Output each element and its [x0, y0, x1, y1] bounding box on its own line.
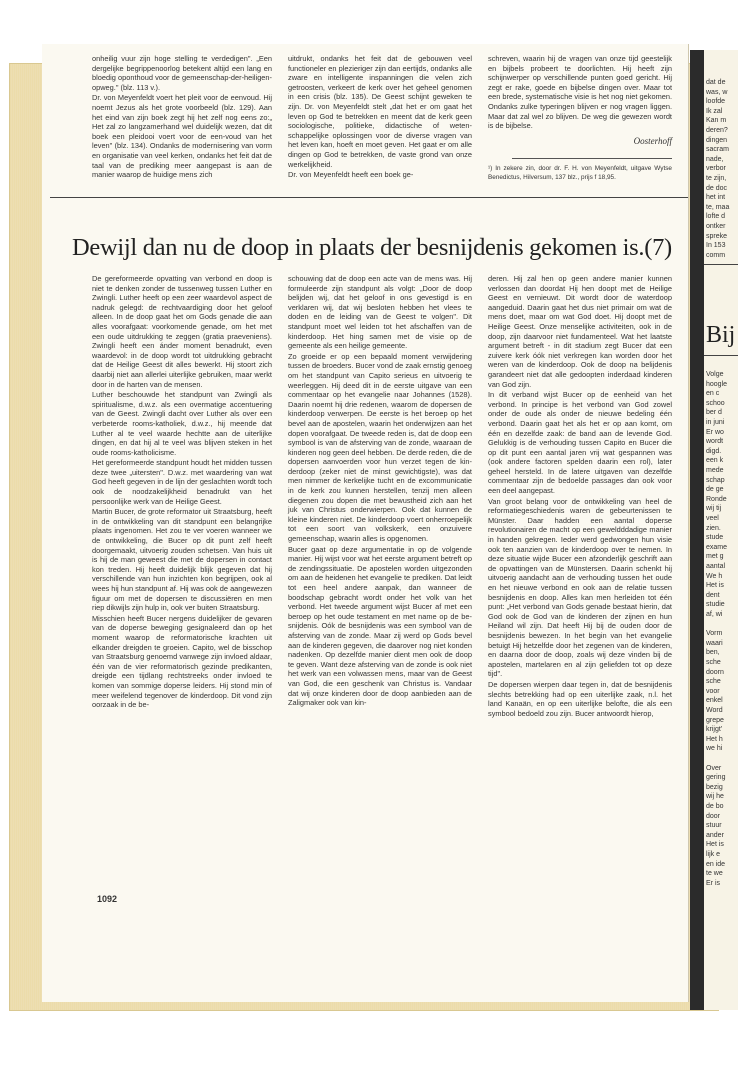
next-page-line: grepe: [706, 716, 724, 724]
paragraph: deren. Hij zal hen op geen andere manier kunnen verlossen dan doordat Hij hen doopt met de Heilige Geest en vernieuwt. Dit wordt door de waterdoop aangeduid. Daarin gaat het dus niet primair om wat de mens doet, maar om wat God doet. Hij doopt met de Heilige Geest. Onze menselijke activiteiten, ook in de doop, zijn daarvoor niet fundamenteel. Wat het laatste argument betreft - in dit stadium zegt Bucer dat een zuivere kerk óók niet verkregen kan worden door het weren van de kinderdoop. Ook de doop na belijdenis garandeert niet dat alle gedoopten inderdaad kinderen van God zijn.: [488, 274, 672, 389]
next-page-line: bezig: [706, 783, 723, 791]
next-page-line: ber d: [706, 409, 722, 417]
next-page-line: en c: [706, 390, 720, 398]
next-page-line: dingen: [706, 136, 728, 144]
paragraph: De dopersen wierpen daar tegen in, dat de besnijdenis slechts betrekking had op een uiterlijke zaak, n.l. het land Kanaän, en op een uiterlijke belofte, die als een symbool bedoeld zou zijn. Bucer antwoordt hierop,: [488, 679, 672, 718]
next-page-line: We h: [706, 572, 723, 580]
next-page-line: ander: [706, 831, 724, 839]
body-column-3: [488, 274, 672, 719]
next-page-line: zien.: [706, 524, 721, 532]
next-page-line: wordt: [706, 438, 724, 446]
next-page-line: Volge: [706, 371, 724, 378]
next-page-line: comm: [706, 251, 726, 259]
next-page-line: verbor: [706, 165, 726, 173]
page-gap-shadow: [690, 50, 704, 1010]
footnote: ¹) In zekere zin, door dr. F. H. von Meyenfeldt, uitgave Wytse Benedictus, Hilversum, 137 blz., prijs f 18,95.: [488, 165, 672, 181]
next-page-line: het int: [706, 194, 726, 202]
paragraph: onheilig vuur zijn hoge stelling te verdedigen". „Een dergelijke begrippenoorlog betekent altijd een lang en bloedig oponthoud voor de gemeenschap-der-heiligen-opweg." (blz. 113 v.).: [92, 54, 272, 92]
next-page-line: loofde: [706, 98, 726, 106]
next-page-line: Ronde: [706, 495, 727, 503]
next-page-rule: [704, 264, 738, 265]
paragraph: Zo groeide er op een bepaald moment verwijdering tussen de broeders. Bucer vond de zaak ernstig genoeg om het standpunt van Capito serieus en uitvoerig te weerleggen. Hij deed dit in de eerste uitgave van een commentaar op het evangelie naar Johannes (1528). Daarin noemt hij drie redenen, waarom de dopersen de kinderdoop verwerpen. De eerste is het beroep op het bevel aan de apostelen, waarin het onderwijzen aan het dopen voorafgaat. De tweede reden is, dat de doop een symbool is van de afsterving van de zonde, waaraan de kinderen nog geen deel hebben. De derde reden, die de dopersen aanvoerden voor hun verzet tegen de kinderdoop (zeker niet de minst gewichtigste), was dat men nimmer de kerkelijke tucht en de excommunicatie in de kerk zou kunnen herstellen, tenzij men alleen diegenen zou dopen die met bewustheid zich aan het juk van Christus onderwierpen. Ook dat kunnen de kleine kinderen niet. De kinderdoop voert onherroepelijk tot een soort van volkskerk, een onzuivere gemeenschap, waarin alles is opgenomen.: [288, 351, 472, 544]
paragraph: Dr. von Meyenfeldt voert het pleit voor de eenvoud. Hij noemt Jezus als het grote voorbeeld (blz. 129). Aan het eind van zijn boek zegt hij het zelf nog eens zo:„ Het zal zo langzamerhand wel duidelijk wezen, dat dit boek een pleidooi voert voor de een-voud van het leven" (blz. 134). Ondanks de modernisering van vorm en organisatie van veel kerken, ondanks het feit dat de taal van de prediking meer aangepast is aan de manier waarop de huidige mens zich: [92, 93, 272, 180]
next-page-line: te zijn,: [706, 175, 727, 182]
next-page-line: Kan m: [706, 117, 727, 125]
next-page-line: deren?: [706, 127, 728, 134]
next-page-line: Word: [706, 707, 723, 714]
next-page-line: In 153: [706, 242, 726, 250]
top-column-2: [288, 54, 472, 181]
next-page-line: de doc: [706, 184, 728, 192]
next-page-line: veel: [706, 515, 719, 522]
next-page-line: doorn: [706, 668, 724, 676]
next-page-line: stuur: [706, 822, 722, 830]
article-headline: Dewijl dan nu de doop in plaats der besnijdenis gekomen is.(7): [72, 234, 672, 261]
next-page-line: schoo: [706, 399, 725, 407]
next-page-line: waari: [706, 639, 723, 647]
next-page-line: studie: [706, 601, 725, 609]
next-page-line: Het is: [706, 841, 724, 849]
next-page-line: voor: [706, 687, 720, 695]
next-page-line: digd.: [706, 447, 722, 455]
top-column-3: [488, 54, 672, 183]
next-page-line: af, wi: [706, 611, 723, 618]
paragraph: De gereformeerde opvatting van verbond en doop is niet te denken zonder de tussenweg tussen Luther en Zwingli. Luther heeft op een zeer waardevol aspect de nadruk gelegd: de rechtvaardiging door het geloof alleen. In de doop gaat het om Gods genade die aan alles voorafgaat: voorkomende genade, om het met een oude uitdrukking te zeggen (gratia praeveniens). Zwingli heeft een ánder moment benadrukt, even waardevol: in de doop wordt tot uitdrukking gebracht dat de Heilige Geest dit alles bewerkt. Hij stoort zich daarbij niet aan allerlei uiterlijke gebruiken, maar werkt door in de harten van de mensen.: [92, 274, 272, 389]
next-page-line: spreke: [706, 232, 728, 240]
next-page-line: exame: [706, 543, 728, 551]
next-page-line: te, maa: [706, 203, 730, 211]
body-column-2: [288, 274, 472, 709]
next-page-line: Ik zal: [706, 107, 723, 115]
next-page-line: Vorm: [706, 630, 723, 638]
paragraph: Luther beschouwde het standpunt van Zwingli als spiritualisme, d.w.z. als een overmatige accentuering van de Geest. Zwingli dacht over Luther als over een verbeterde rooms-katholiek, d.w.z., hij meende dat Luther al te veel waarde hechtte aan de uiterlijke dingen, en dat hij al te veel was blijven steken in het oude rooms-katholicisme.: [92, 390, 272, 457]
next-page-line: dent: [706, 591, 720, 599]
paragraph: schouwing dat de doop een acte van de mens was. Hij formuleerde zijn standpunt als volgt: „Door de doop belijden wij, dat het geloof in ons gevestigd is en verklaren wij, dat wij besloten hebben het vlees te doden en de leiding van de Geest te volgen". Dit standpunt moet wel leiden tot het afschaffen van de kinderdoop. Het hing samen met de visie op de gemeente als een heilige gemeente.: [288, 274, 472, 351]
next-page-line: hoogle: [706, 380, 728, 388]
footnote-divider: [512, 158, 672, 159]
next-page-line: aantal: [706, 563, 726, 570]
paragraph: Het gereformeerde standpunt houdt het midden tussen deze twee „uitersten". D.w.z. met waardering van wat God heeft gegeven in de lijn der geslachten wordt toch ook de noodzakelijkheid benadrukt van het persoonlijke werk van de Heilige Geest.: [92, 458, 272, 506]
top-column-1: [92, 54, 272, 181]
next-page-line: lofte d: [706, 213, 726, 221]
next-page-line: door: [706, 812, 721, 820]
paragraph: uitdrukt, ondanks het feit dat de gebouwen veel functioneler en plezieriger zijn dan eertijds, ondanks alle zware en intelligente inspanningen die velen zich getroosten, verkeert de kerk over het geheel genomen in een crisis (blz. 135). De Geest schijnt geweken te zijn. Dr. von Meyenfeldt stelt „dat het er om gaat het leven op God te betrekken en meent dat de kerk geen sociologische, politieke, didactische of wetenschappelijke oplossingen voor de diverse vragen van het leven kan, hoeft en moet geven. Het gaat er om alle dingen op God te betrekken, de vaste grond van onze werkelijkheid.: [288, 54, 472, 169]
next-page-line: was, w: [706, 88, 728, 96]
paragraph: Misschien heeft Bucer nergens duidelijker de gevaren van de doperse beweging gesignaleerd dan op het moment waarop de reformatorische krachten uit elkander dreigden te groeien. Capito, wel de bisschop van Straatsburg genoemd vanwege zijn invloed aldaar, één van de vier reformatorisch gezinde predikanten, dreigde een tijdlang rechtstreeks onder invloed te komen van sommige doperse leiders. Hij stond min of meer weifelend tegenover de kinderdoop. Dit vond zijn oorzaak in de be-: [92, 613, 272, 710]
paragraph: Van groot belang voor de ontwikkeling van heel de reformatiegeschiedenis waren de gebeurtenissen te Münster. Daar hadden een aantal doperse revolutionairen de macht op een geweldddadige manier in handen gekregen. Ieder werd gedwongen hun visie ook ten aanzien van de kinderdoop over te nemen. In deze situatie wijde Bucer een afzonderlijk geschrift aan de opvattingen van de Münstersen. Daarin schenkt hij uitvoerig aandacht aan de verhouding tussen het oude en het nieuwe verbond en ook aan de relatie tussen besnijdenis en doop. Alles kan men herleiden tot één punt: „Het verbond van Gods genade bestaat hierin, dat God ook de God van de kinderen der zijnen en hun Heiland wil zijn. Dat heeft Hij bij de ouden door de besnijdenis bewezen. In het begin van het evangelie betuigt Hij hetzelfde door het zegenen van de kinderen, en daarna door de doop, zoals wij deze vinden bij de apostelen, martelaren en al zijn geliefden tot op deze tijd".: [488, 496, 672, 679]
paragraph: In dit verband wijst Bucer op de eenheid van het verbond. In principe is het verbond van God zowel onder de oude als onder de nieuwe bedeling één verbond. Daarin gaat het als het er op aan komt, om één en dezelfde zaak: de band aan de levende God. Gelukkig is de verhouding tussen Capito en Bucer die op dit punt een aantal jaren vrij wat gespannen was (ook andere factoren spelden daarin een rol), later geheel hersteld. In de latere uitgaven van dezelfde commentaar zijn de bedoelde passages dan ook voor een deel aangepast.: [488, 390, 672, 496]
next-page-line: enkel: [706, 697, 723, 705]
next-page-heading: Bij: [706, 322, 736, 348]
next-page-edge: [704, 50, 738, 1010]
next-page-line: Het is: [706, 582, 724, 590]
next-page-line: en ide: [706, 860, 726, 868]
next-page-line: schap: [706, 476, 725, 484]
next-page-line: lijk e: [706, 851, 721, 858]
next-page-line: nade,: [706, 155, 724, 163]
next-page-line: we hi: [706, 745, 723, 753]
next-page-line: Er is: [706, 879, 720, 887]
next-page-line: ben,: [706, 649, 720, 657]
paragraph: Martin Bucer, de grote reformator uit Straatsburg, heeft in de ontwikkeling van dit standpunt een belangrijke plaats ingenomen. Het zou te ver voeren wanneer we de ontwikkeling, die Bucer op dit punt zelf heeft doorgemaakt, uitvoerig zouden schetsen. Van huis uit is hij de man geweest die met de dopersen in contact kon treden. Hij heeft duidelijk blijk gegeven dat hij verschillende van hun inzichten kon begrijpen, ook al wees hij hun standpunt af. Hij was ook de aangewezen figuur om met de dopersen te discussiëren en men riep dikwijls zijn hulp in, ook ver buiten Straatsburg.: [92, 507, 272, 613]
next-page-rule: [704, 355, 738, 356]
body-column-1: [92, 274, 272, 711]
section-rule-top: [50, 197, 688, 198]
paragraph: Bucer gaat op deze argumentatie in op de volgende manier. Hij wijst voor wat het eerste argument betreft op de zendingssituatie. De apostelen worden uitgezonden om aan de heidenen het evangelie te prediken. Dat leidt tot een heel andere aanpak, dan wanneer de boodschap gebracht wordt onder het volk van het verbond. Het tweede argument wijst Bucer af met een beroep op het oude testament en met name op de besnijdenis. Oók de besnijdenis was een symbool van de afsterving van de zonde. Maar zij werd op Gods bevel aan de kinderen gegeven, die daarover nog niet konden nadenken. Op dezelfde manier dient men ook de doop te geven. Want deze afsterving van de zonde is ook niet het werk van een volwassen mens, maar van de Geest van God, die een geschenk van Christus is. Vandaar dat wij onze kinderen door de doop aanbieden aan de Zaligmaker ook van kin-: [288, 544, 472, 708]
next-page-line: te we: [706, 870, 723, 878]
next-page-line: in juni: [706, 419, 725, 426]
next-page-line: de bo: [706, 803, 724, 810]
next-page-line: Het h: [706, 735, 723, 743]
page-number: 1092: [97, 894, 118, 904]
next-page-line: Er wo: [706, 428, 724, 436]
next-page-line: gering: [706, 774, 726, 782]
magazine-page: [42, 44, 689, 1002]
next-page-line: dat de: [706, 79, 726, 86]
next-page-line: de ge: [706, 486, 724, 494]
author-signature: Oosterhoff: [633, 135, 672, 146]
next-page-line: Over: [706, 764, 722, 772]
next-page-line: een k: [706, 457, 724, 465]
next-page-line: met g: [706, 553, 724, 561]
next-page-line: sche: [706, 678, 721, 686]
next-page-line: mede: [706, 467, 724, 474]
paragraph: schreven, waarin hij de vragen van onze tijd geestelijk en bijbels probeert te doorlichten. Hij heeft zijn schijnwerper op verschillende punten goed gericht. Hij zegt er rake, goede en bijbelse dingen over. Maar tot een brede, systematische visie is het nog niet gekomen. Ondanks zulke typeringen blijven er nog vragen liggen. Maar dat zal wel zo blijven. De weg die gewezen wordt is de bijbelse.: [488, 54, 672, 131]
next-page-line: sche: [706, 659, 721, 666]
next-page-line: krijgt': [706, 726, 723, 734]
paragraph: Dr. von Meyenfeldt heeft een boek ge-: [288, 170, 414, 180]
next-page-line: wij he: [706, 793, 724, 801]
next-page-line: wij tij: [706, 505, 722, 513]
next-page-line: sacram: [706, 146, 729, 154]
next-page-line: stude: [706, 534, 724, 542]
next-page-line: ontker: [706, 223, 726, 230]
